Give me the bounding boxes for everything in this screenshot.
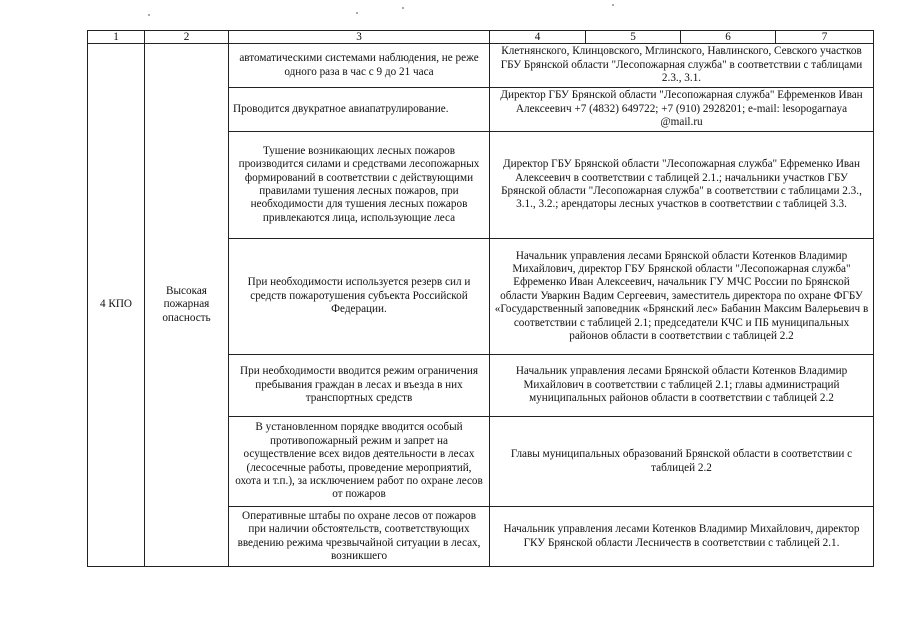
column-number-row — [88, 31, 874, 44]
responsible-cell: Главы муниципальных образований Брянской области в соответствии с таблицей 2.2 — [490, 417, 874, 507]
measure-cell: Оперативные штабы по охране лесов от пожаров при наличии обстоятельств, соответствующих введению режима чрезвычайной ситуации в лесах, возникшего — [229, 507, 490, 567]
measure-cell: При необходимости используется резерв сил и средств пожаротушения субъекта Российской Федерации. — [229, 239, 490, 355]
scan-speck — [148, 14, 150, 16]
scan-speck — [402, 7, 404, 9]
responsible-cell: Начальник управления лесами Котенков Владимир Михайлович, директор ГКУ Брянской области Лесничеств в соответствии с таблицей 2.1. — [490, 507, 874, 567]
scan-speck — [612, 4, 614, 6]
measure-cell: Тушение возникающих лесных пожаров производится силами и средствами лесопожарных формирований в соответствии с действующими правилами тушения лесных пожаров, при необходимости для тушения лесных пожаров привлекаются лица, использующие леса — [229, 132, 490, 239]
column-number: 5 — [586, 31, 681, 44]
fire-danger-measures-table — [87, 30, 874, 567]
scan-speck — [356, 12, 358, 14]
column-number: 2 — [145, 31, 229, 44]
column-number: 6 — [681, 31, 776, 44]
column-number: 3 — [229, 31, 490, 44]
responsible-cell: Клетнянского, Клинцовского, Мглинского, Навлинского, Севского участков ГБУ Брянской области "Лесопожарная служба" в соответствии с таблицами 2.3., 3.1. — [490, 44, 874, 88]
responsible-cell: Директор ГБУ Брянской области "Лесопожарная служба" Ефременко Иван Алексеевич в соответствии с таблицей 2.1.; начальники участков ГБУ Брянской области "Лесопожарная служба" в соответствии с таблицами 2.3., 3.1., 3.2.; арендаторы лесных участков в соответствии с таблицей 3.3. — [490, 132, 874, 239]
measure-cell: При необходимости вводится режим ограничения пребывания граждан в лесах и въезда в них транспортных средств — [229, 355, 490, 417]
measure-cell: В установленном порядке вводится особый противопожарный режим и запрет на осуществление всех видов деятельности в лесах (лесосечные работы, проведение мероприятий, охота и т.п.), за исключением работ по охране лесов от пожаров — [229, 417, 490, 507]
responsible-cell: Начальник управления лесами Брянской области Котенков Владимир Михайлович, директор ГБУ Брянской области "Лесопожарная служба" Ефременко Иван Алексеевич, начальник ГУ МЧС России по Брянской области Уваркин Вадим Сергеевич, заместитель директора по охране ФГБУ «Государственный заповедник «Брянский лес» Бабанин Максим Валерьевич в соответствии с таблицей 2.1; председатели КЧС и ПБ муниципальных районов области в соответствии с таблицей 2.2 — [490, 239, 874, 355]
column-number: 1 — [88, 31, 145, 44]
fire-danger-level-cell: Высокая пожарная опасность — [145, 44, 229, 567]
responsible-cell: Директор ГБУ Брянской области "Лесопожарная служба" Ефременков Иван Алексеевич +7 (4832) 649722; +7 (910) 2928201; e-mail: lesopogarnaya @mail.ru — [490, 88, 874, 132]
column-number: 4 — [490, 31, 586, 44]
measure-cell: автоматическими системами наблюдения, не реже одного раза в час с 9 до 21 часа — [229, 44, 490, 88]
measure-cell: Проводится двукратное авиапатрулирование. — [229, 88, 490, 132]
kpo-class-cell: 4 КПО — [88, 44, 145, 567]
responsible-cell: Начальник управления лесами Брянской области Котенков Владимир Михайлович в соответствии с таблицей 2.1; главы администраций муниципальных районов области в соответствии с таблицей 2.2 — [490, 355, 874, 417]
table-row — [88, 44, 874, 88]
column-number: 7 — [776, 31, 874, 44]
